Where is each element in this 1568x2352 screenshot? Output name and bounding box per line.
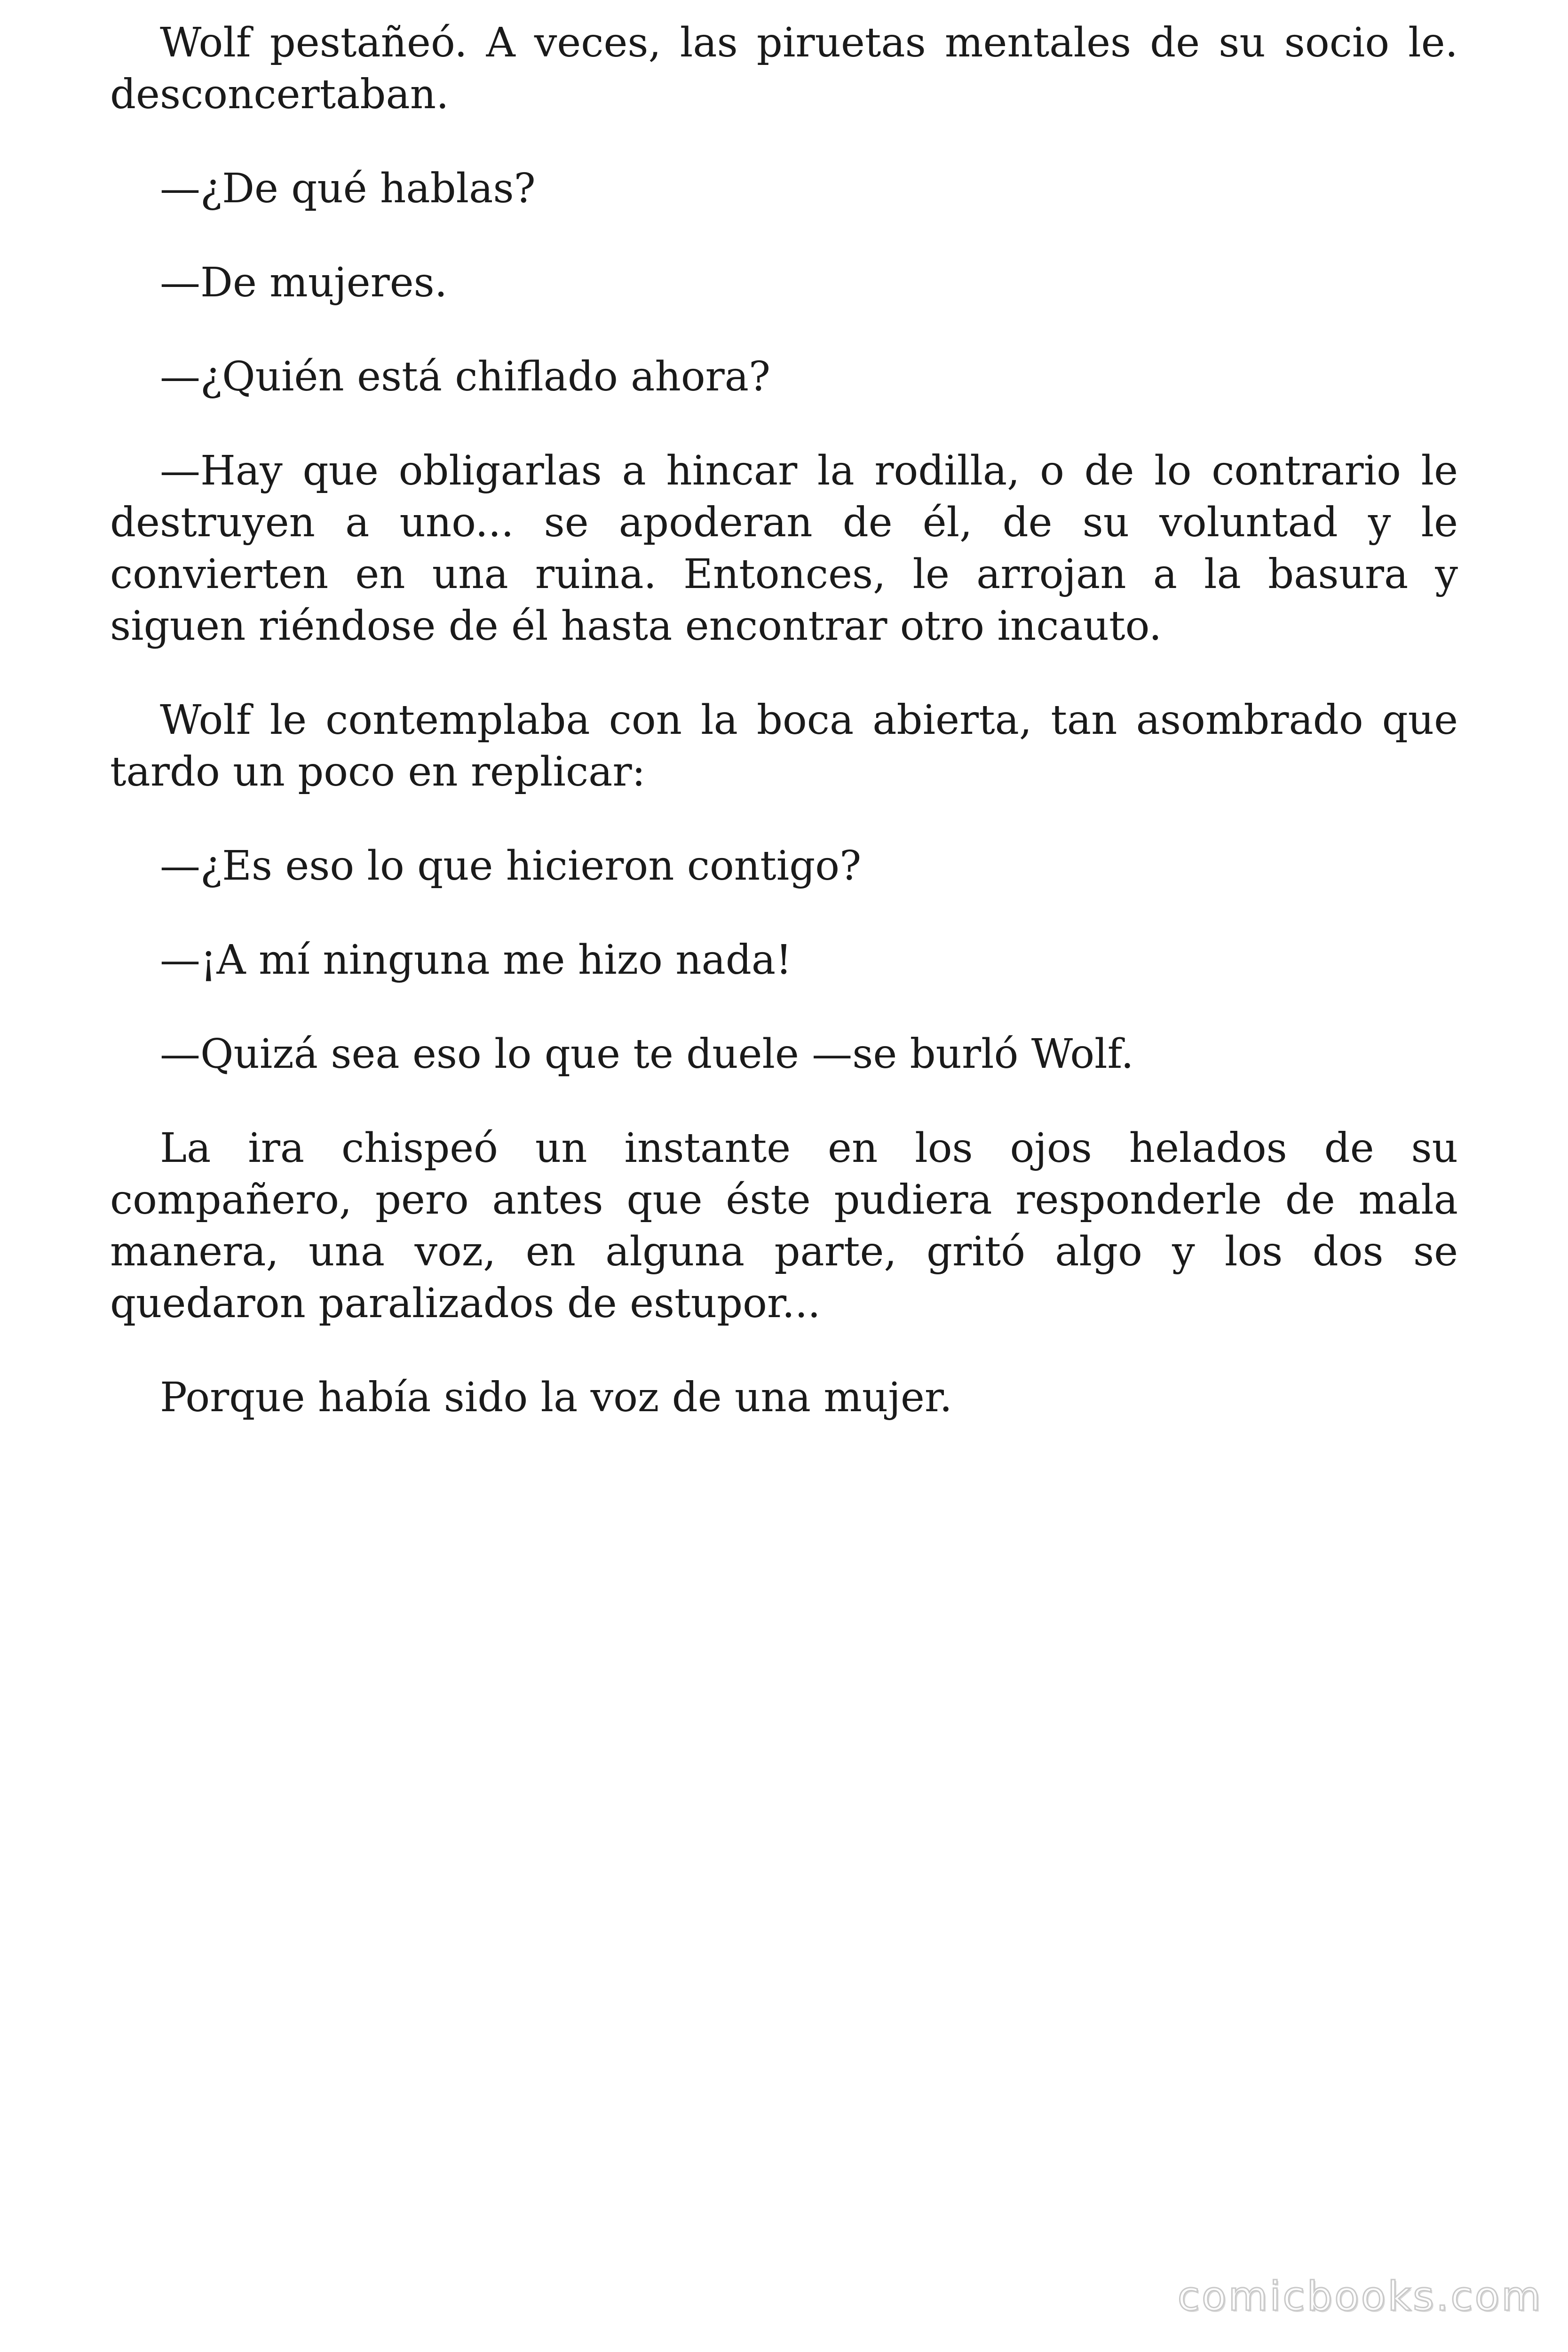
paragraph-5: —Hay que obligarlas a hincar la rodilla, o de lo contrario le destruyen a uno... se apoderan de él, de su voluntad y le convierten en una ruina. Entonces, le arrojan a la basura y siguen riéndose de él hasta encontrar otro incauto.	[110, 447, 1458, 650]
paragraph-9: —Quizá sea eso lo que te duele —se burló Wolf.	[160, 1031, 1134, 1078]
paragraph-7: —¿Es eso lo que hicieron contigo?	[160, 842, 862, 890]
page-text	[110, 17, 1458, 1423]
paragraph-11: Porque había sido la voz de una mujer.	[160, 1374, 952, 1421]
paragraph-8: —¡A mí ninguna me hizo nada!	[160, 937, 792, 984]
paragraph-6: Wolf le contemplaba con la boca abierta, tan asombrado que tardo un poco en replicar:	[110, 697, 1458, 795]
paragraph-1: Wolf pestañeó. A veces, las piruetas mentales de su socio le. desconcertaban.	[110, 19, 1458, 118]
book-page	[110, 0, 1458, 2352]
paragraph-2: —¿De qué hablas?	[160, 165, 536, 212]
paragraph-3: —De mujeres.	[160, 259, 448, 306]
paragraph-10: La ira chispeó un instante en los ojos helados de su compañero, pero antes que éste pudiera responderle de mala manera, una voz, en alguna parte, gritó algo y los dos se quedaron paralizados de estupor...	[110, 1125, 1458, 1327]
watermark: comicbooks.com	[1177, 2273, 1543, 2320]
paragraph-4: —¿Quién está chiflado ahora?	[160, 353, 771, 400]
